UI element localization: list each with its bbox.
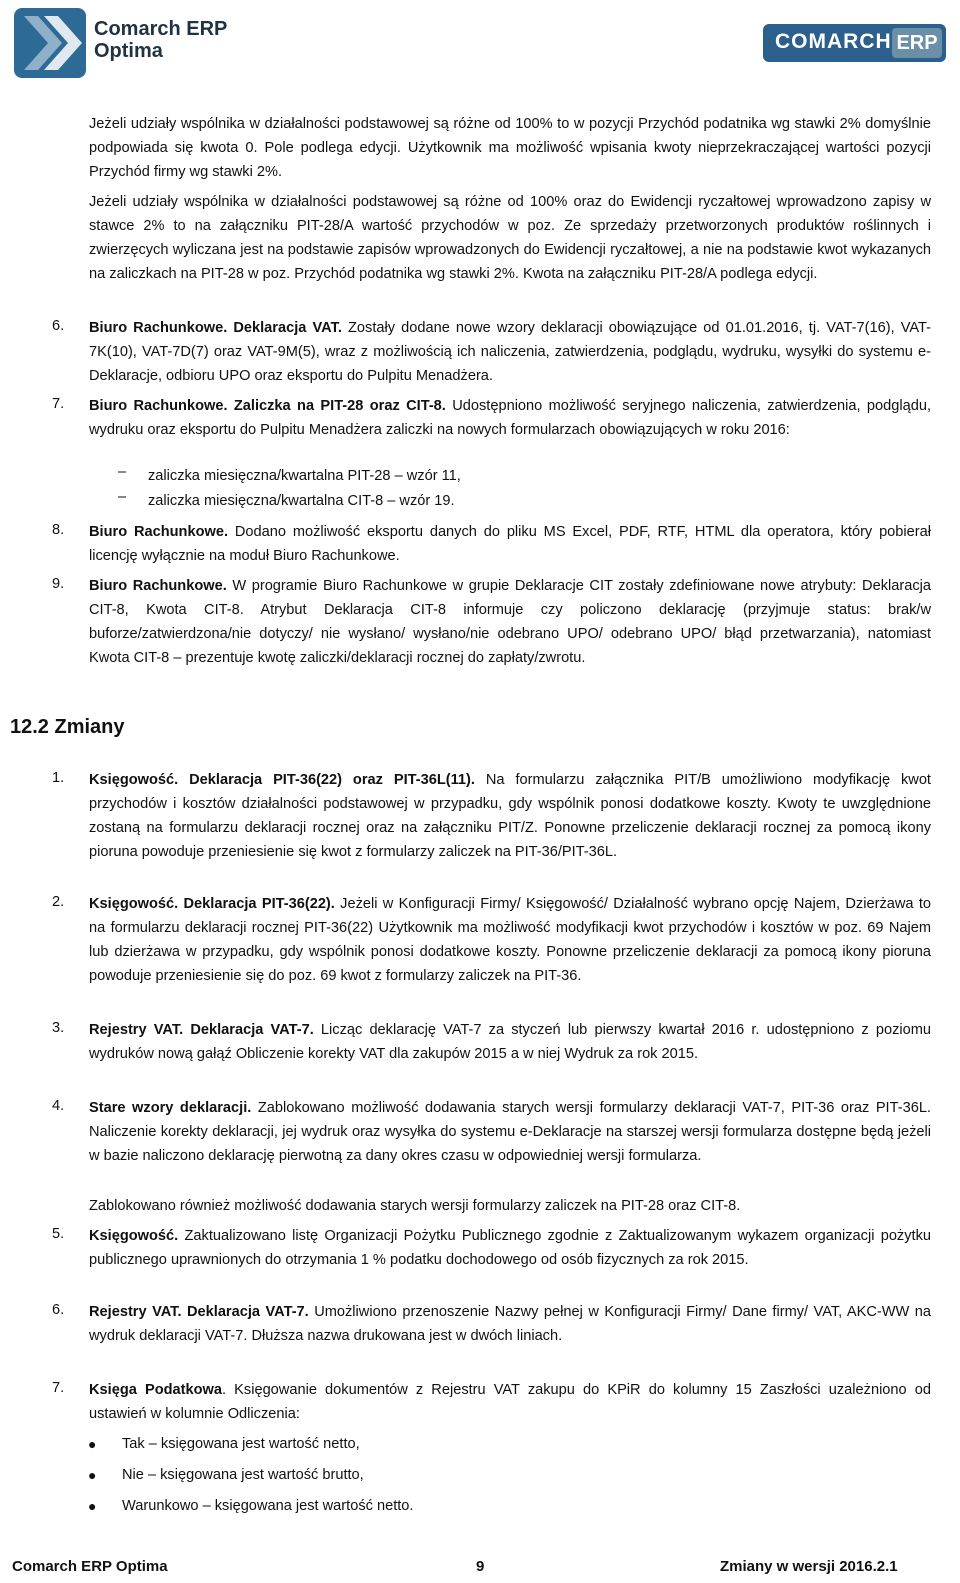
- list-item: Biuro Rachunkowe. Deklaracja VAT. Zostały dodane nowe wzory deklaracji obowiązujące od 01.01.2016, tj. VAT-7(16), VAT-7K(10), VAT-7D(7) oraz VAT-9M(5), wraz z możliwością ich naliczenia, zatwierdzenia, podglądu, wydruku, wysyłki do systemu e-Deklaracje, odbioru UPO oraz eksportu do Pulpitu Menadżera.: [89, 320, 931, 384]
- bullet-dot: ●: [88, 1436, 97, 1452]
- list-number: 1.: [52, 770, 65, 786]
- list-item: Stare wzory deklaracji. Zablokowano możliwość dodawania starych wersji formularzy deklaracji VAT-7, PIT-36 oraz PIT-36L. Naliczenie korekty deklaracji, jej wydruk oraz wysyłka do systemu e-Deklaracje na starszej wersji formularza dostępne będą jeżeli w bazie naliczono deklarację pierwotną za dany okres czasu w odpowiedniej wersji formularza.: [89, 1100, 931, 1164]
- footer-version: Zmiany w wersji 2016.2.1: [720, 1558, 898, 1575]
- list-item: Biuro Rachunkowe. Dodano możliwość eksportu danych do pliku MS Excel, PDF, RTF, HTML dla operatora, który pobierał licencję wyłącznie na moduł Biuro Rachunkowe.: [89, 524, 931, 564]
- paragraph-2: Jeżeli udziały wspólnika w działalności podstawowej są różne od 100% oraz do Ewidencji ryczałtowej wprowadzono zapisy w stawce 2% to na załączniku PIT-28/A wartość przychodów w poz. Ze sprzedaży przetworzonych produktów roślinnych i zwierzęcych wyliczana jest na podstawie zapisów wprowadzonych do Ewidencji ryczałtowej, a nie na podstawie kwot wykazanych na zaliczkach na PIT-28 w poz. Przychód podatnika wg stawki 2%. Kwota na załączniku PIT-28/A podlega edycji.: [89, 194, 931, 282]
- sub-item: zaliczka miesięczna/kwartalna CIT-8 – wzór 19.: [148, 493, 455, 509]
- sub-item: zaliczka miesięczna/kwartalna PIT-28 – wzór 11,: [148, 468, 461, 484]
- list-number: 7.: [52, 1380, 65, 1396]
- list-item: Księgowość. Deklaracja PIT-36(22) oraz PIT-36L(11). Na formularzu załącznika PIT/B umożliwiono modyfikację kwot przychodów i kosztów działalności podstawowej w przypadku, gdy wspólnik ponosi dodatkowe koszty. Kwoty te uwzględnione zostaną na formularzu deklaracji rocznej oraz na załączniku PIT/Z. Ponowne przeliczenie deklaracji rocznej za pomocą ikony pioruna powoduje przeniesienie się kwot z formularzy zaliczek na PIT-36/PIT-36L.: [89, 772, 931, 860]
- comarch-erp-logo-icon: [14, 8, 86, 78]
- list-item: Rejestry VAT. Deklaracja VAT-7. Umożliwiono przenoszenie Nazwy pełnej w Konfiguracji Firmy/ Dane firmy/ VAT, AKC-WW na wydruk deklaracji VAT-7. Dłuższa nazwa drukowana jest w dwóch liniach.: [89, 1304, 931, 1344]
- list-number: 5.: [52, 1226, 65, 1242]
- list-number: 3.: [52, 1020, 65, 1036]
- dash-bullet: –: [118, 464, 127, 480]
- bullet-item: Tak – księgowana jest wartość netto,: [122, 1436, 360, 1452]
- footer-page-number: 9: [476, 1558, 485, 1575]
- list-number: 8.: [52, 522, 65, 538]
- bullet-item: Warunkowo – księgowana jest wartość netto.: [122, 1498, 414, 1514]
- list-item-continuation: Zablokowano również możliwość dodawania starych wersji formularzy zaliczek na PIT-28 oraz CIT-8.: [89, 1198, 741, 1214]
- list-number: 6.: [52, 318, 65, 334]
- list-number: 4.: [52, 1098, 65, 1114]
- list-item: Biuro Rachunkowe. Zaliczka na PIT-28 oraz CIT-8. Udostępniono możliwość seryjnego naliczenia, zatwierdzenia, podglądu, wydruku oraz eksportu do Pulpitu Menadżera zaliczki na nowych formularzach obowiązujących w roku 2016:: [89, 398, 931, 438]
- logo-text: Comarch ERP Optima: [94, 18, 228, 62]
- footer-product: Comarch ERP Optima: [12, 1558, 168, 1575]
- list-item: Księgowość. Deklaracja PIT-36(22). Jeżeli w Konfiguracji Firmy/ Księgowość/ Działalność wybrano opcję Najem, Dzierżawa to na formularzu deklaracji rocznej PIT-36(22) Użytkownik ma możliwość modyfikacji kwot przychodów i kosztów w poz. 69 Najem lub dzierżawa w przypadku, gdy wspólnik ponosi dodatkowe koszty. Ponowne przeliczenie deklaracji za pomocą ikony pioruna powoduje przeniesienie się do poz. 69 kwot z formularzy zaliczek na PIT-36.: [89, 896, 931, 984]
- list-number: 2.: [52, 894, 65, 910]
- comarch-brand-logo: COMARCH ERP: [763, 24, 946, 62]
- bullet-item: Nie – księgowana jest wartość brutto,: [122, 1467, 364, 1483]
- section-heading: 12.2 Zmiany: [10, 716, 125, 738]
- paragraph-1: Jeżeli udziały wspólnika w działalności podstawowej są różne od 100% to w pozycji Przychód podatnika wg stawki 2% domyślnie podpowiada się kwota 0. Pole podlega edycji. Użytkownik ma możliwość wpisania kwoty nieprzekraczającej wartości pozycji Przychód firmy wg stawki 2%.: [89, 116, 931, 180]
- bullet-dot: ●: [88, 1498, 97, 1514]
- list-item: Księga Podatkowa. Księgowanie dokumentów z Rejestru VAT zakupu do KPiR do kolumny 15 Zaszłości uzależniono od ustawień w kolumnie Odliczenia:: [89, 1382, 932, 1422]
- list-item: Księgowość. Zaktualizowano listę Organizacji Pożytku Publicznego zgodnie z Zaktualizowanym wykazem organizacji pożytku publicznego uprawnionych do otrzymania 1 % podatku dochodowego od osób fizycznych za rok 2015.: [89, 1228, 931, 1268]
- dash-bullet: –: [118, 489, 127, 505]
- page-header: [0, 0, 960, 92]
- list-item: Rejestry VAT. Deklaracja VAT-7. Licząc deklarację VAT-7 za styczeń lub pierwszy kwartał 2016 r. udostępniono z poziomu wydruków nową gałąź Obliczenie korekty VAT dla zakupów 2015 a w niej Wydruk za rok 2015.: [89, 1022, 931, 1062]
- list-number: 7.: [52, 396, 65, 412]
- list-number: 6.: [52, 1302, 65, 1318]
- list-number: 9.: [52, 576, 65, 592]
- list-item: Biuro Rachunkowe. W programie Biuro Rachunkowe w grupie Deklaracje CIT zostały zdefiniowane nowe atrybuty: Deklaracja CIT-8, Kwota CIT-8. Atrybut Deklaracja CIT-8 informuje czy policzono deklarację (przyjmuje status: brak/w buforze/zatwierdzona/nie dotyczy/ nie wysłano/ wysłano/nie odebrano UPO/ odebrano UPO/ błąd przetwarzania), natomiast Kwota CIT-8 – prezentuje kwotę zaliczki/deklaracji rocznej do zapłaty/zwrotu.: [89, 578, 931, 666]
- bullet-dot: ●: [88, 1467, 97, 1483]
